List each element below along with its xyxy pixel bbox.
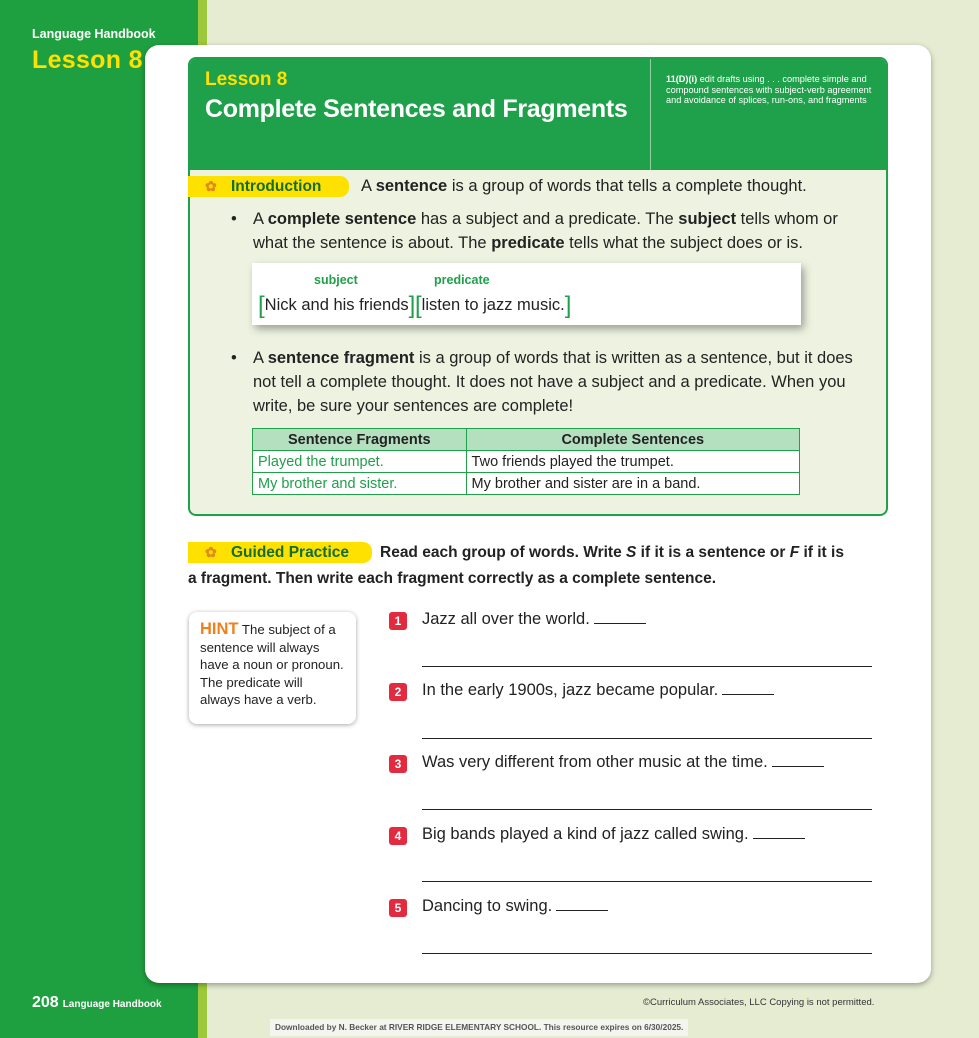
guided-tag-label: Guided Practice	[231, 544, 350, 561]
item-number-badge: 5	[389, 899, 407, 917]
table-header-row	[253, 429, 800, 451]
instr-b: if it is a sentence or	[636, 544, 790, 561]
standard-code: 11(D)(i)	[666, 74, 698, 84]
bracket-open: [	[415, 292, 422, 319]
predicate-label: predicate	[434, 273, 490, 287]
introduction-tag-label: Introduction	[231, 178, 322, 195]
answer-blank[interactable]	[556, 910, 608, 911]
standard-note	[666, 74, 876, 106]
bullet2-b1: sentence fragment	[267, 349, 415, 367]
example-predicate-text: listen to jazz music.	[421, 296, 565, 314]
bullet1-b3: predicate	[491, 234, 565, 252]
instr-s: S	[626, 544, 637, 561]
answer-blank[interactable]	[753, 838, 805, 839]
intro-text-2: is a group of words that tells a complete thought.	[447, 177, 807, 195]
instr-a: Read each group of words. Write	[380, 544, 627, 561]
example-predicate	[415, 292, 572, 319]
page-number-label: Language Handbook	[62, 999, 162, 1010]
bullet-complete-sentence	[231, 207, 871, 255]
guided-practice-tag	[188, 542, 372, 563]
hint-box	[189, 612, 356, 724]
group-icon: ✿	[205, 544, 217, 560]
hint-word: HINT	[200, 620, 239, 638]
page-title: Complete Sentences and Fragments	[205, 95, 628, 123]
table-cell-fragment: My brother and sister.	[253, 473, 467, 495]
answer-line[interactable]	[422, 738, 872, 739]
example-subject-text: Nick and his friends	[264, 296, 409, 314]
table-header: Complete Sentences	[466, 429, 799, 451]
answer-line[interactable]	[422, 666, 872, 667]
standard-text: edit drafts using . . . complete simple and compound sentences with subject-verb agreement and avoidance of splices, run-ons, and fragments	[666, 74, 872, 105]
header-lesson: Lesson 8	[205, 69, 288, 90]
item-text: Dancing to swing.	[422, 897, 553, 915]
bullet1-b2: subject	[678, 210, 737, 228]
item-number-badge: 3	[389, 755, 407, 773]
bullet-dot: •	[231, 349, 237, 367]
item-text: Was very different from other music at the time.	[422, 753, 768, 771]
answer-blank[interactable]	[772, 766, 824, 767]
bullet1-b1: complete sentence	[267, 210, 417, 228]
hint-text: The subject of a sentence will always have a noun or pronoun. The predicate will always have a verb.	[200, 622, 344, 707]
example-subject	[258, 292, 416, 319]
table-cell-complete: My brother and sister are in a band.	[466, 473, 799, 495]
item-text: Big bands played a kind of jazz called swing.	[422, 825, 749, 843]
item-text-wrap	[422, 897, 608, 916]
item-number-badge: 1	[389, 612, 407, 630]
item-text: Jazz all over the world.	[422, 610, 590, 628]
answer-line[interactable]	[422, 809, 872, 810]
header-divider	[650, 59, 651, 170]
lesson-header	[190, 59, 886, 170]
bracket-close: ]	[408, 292, 416, 319]
copyright-notice: ©Curriculum Associates, LLC Copying is not permitted.	[643, 997, 875, 1008]
item-text-wrap	[422, 610, 646, 629]
page-number-value: 208	[32, 994, 59, 1011]
sidebar-lesson-label: Lesson 8	[32, 46, 143, 74]
bullet-sentence-fragment	[231, 346, 871, 418]
intro-sentence	[361, 177, 807, 196]
answer-line[interactable]	[422, 953, 872, 954]
intro-bold: sentence	[375, 177, 448, 195]
guided-instructions	[380, 544, 844, 562]
item-text-wrap	[422, 753, 824, 772]
table-row	[253, 473, 800, 495]
table-header: Sentence Fragments	[253, 429, 467, 451]
bullet1-t2: has a subject and a predicate. The	[416, 210, 679, 228]
bullet-dot: •	[231, 210, 237, 228]
introduction-tag	[188, 176, 349, 197]
item-number-badge: 2	[389, 683, 407, 701]
subject-label: subject	[314, 273, 358, 287]
instr-f: F	[789, 544, 800, 561]
item-number-badge: 4	[389, 827, 407, 845]
item-text-wrap	[422, 825, 805, 844]
intro-text-1: A	[361, 177, 376, 195]
bullet-text	[231, 207, 871, 255]
bullet2-t2: is a group of words that is written as a sentence, but it does not tell a complete thought. It does not have a subject and a predicate. When you write, be sure your sentences are complete!	[253, 349, 853, 415]
item-text: In the early 1900s, jazz became popular.	[422, 681, 719, 699]
table-cell-complete: Two friends played the trumpet.	[466, 451, 799, 473]
group-icon: ✿	[205, 178, 217, 194]
instr-c: if it is	[799, 544, 844, 561]
table-cell-fragment: Played the trumpet.	[253, 451, 467, 473]
bullet1-t3: tells whom or what the sentence is about. The	[253, 210, 838, 252]
bracket-close: ]	[564, 292, 572, 319]
guided-instructions-line2: a fragment. Then write each fragment correctly as a complete sentence.	[188, 570, 717, 587]
download-note: Downloaded by N. Becker at RIVER RIDGE ELEMENTARY SCHOOL. This resource expires on 6/30/2025.	[270, 1019, 688, 1036]
bullet1-t4: tells what the subject does or is.	[564, 234, 804, 252]
answer-line[interactable]	[422, 881, 872, 882]
answer-blank[interactable]	[594, 623, 646, 624]
fragments-table	[252, 428, 800, 495]
example-box	[252, 263, 801, 325]
bracket-open: [	[258, 292, 265, 319]
item-text-wrap	[422, 681, 774, 700]
page-number	[32, 994, 162, 1012]
table-row	[253, 451, 800, 473]
handbook-label: Language Handbook	[32, 27, 156, 41]
bullet1-t1: A	[253, 210, 268, 228]
answer-blank[interactable]	[722, 694, 774, 695]
bullet-text	[231, 346, 871, 418]
bullet2-t1: A	[253, 349, 268, 367]
